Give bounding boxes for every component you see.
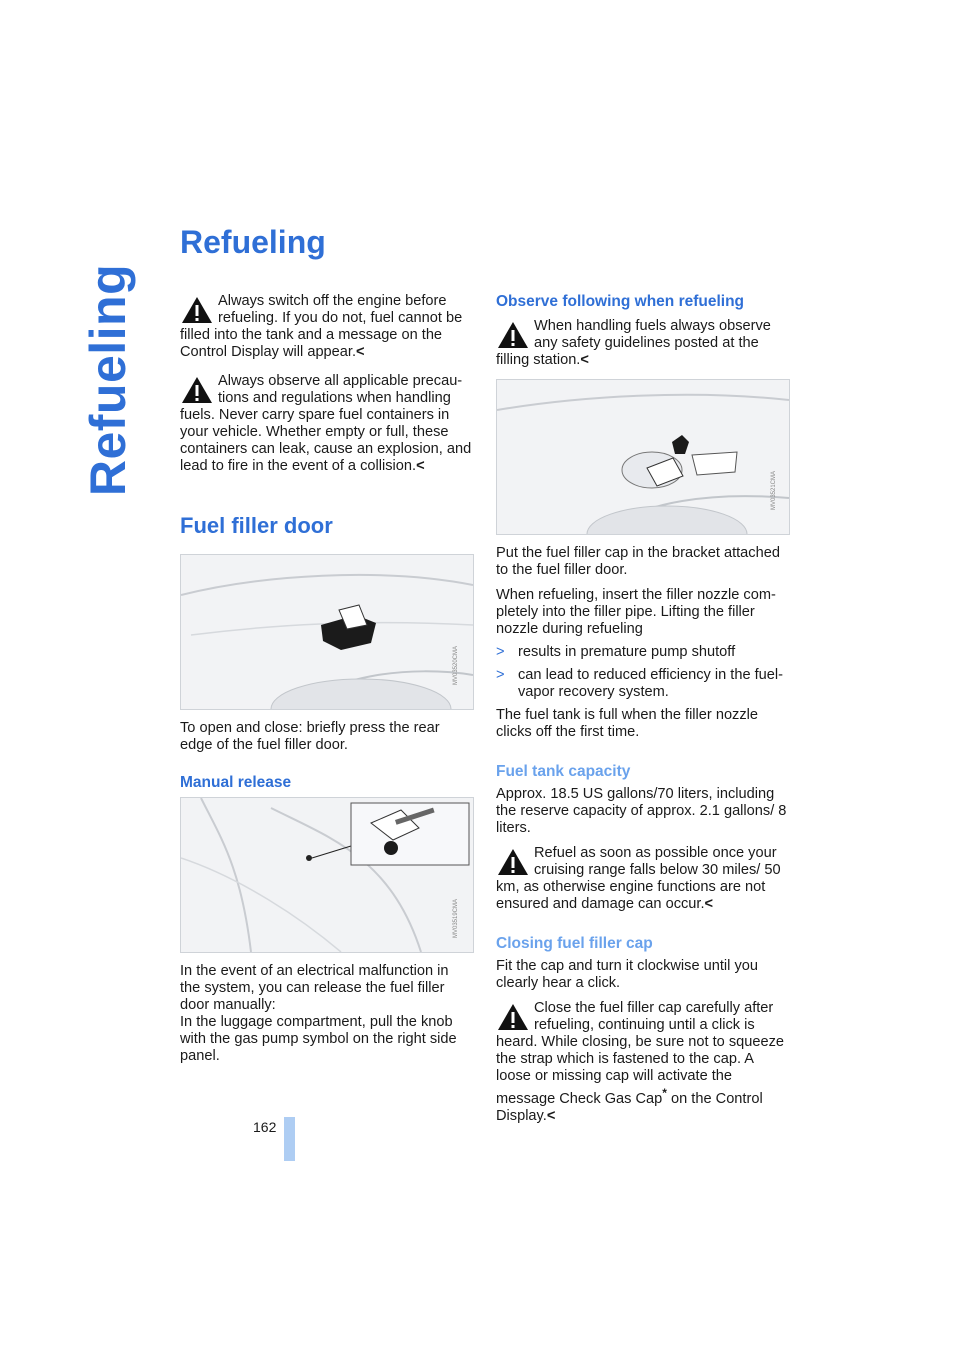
end-mark: < bbox=[416, 458, 425, 474]
subheading-fuel-tank-capacity: Fuel tank capacity bbox=[496, 763, 631, 780]
manual-release-text: In the event of an electrical malfunction in the system, you can release the fuel filler door manually: bbox=[180, 963, 449, 1013]
figure-code: MV03520CMA bbox=[453, 645, 459, 685]
list-item-text: results in premature pump shutoff bbox=[518, 644, 736, 660]
end-mark: < bbox=[580, 352, 589, 368]
cap-bracket-text: Put the fuel filler cap in the bracket attached to the fuel filler door. bbox=[496, 545, 780, 578]
warning-text: Refuel as soon as possible once your cruising range falls below 30 miles/ 50 km, as otherwise engine functions are not ensured and damage can occur. bbox=[496, 845, 781, 912]
warning-triangle-icon bbox=[496, 847, 530, 877]
bullet-mark: > bbox=[496, 644, 505, 660]
end-mark: < bbox=[546, 1107, 556, 1124]
warning-triangle-icon bbox=[496, 1002, 530, 1032]
subheading-manual-release: Manual release bbox=[180, 774, 292, 791]
page-number: 162 bbox=[253, 1119, 277, 1135]
tank-full-text: The fuel tank is full when the filler nozzle clicks off the first time. bbox=[496, 707, 759, 740]
nozzle-text: When refueling, insert the filler nozzle com-pletely into the filler pipe. Lifting the filler nozzle during refueling bbox=[496, 587, 776, 637]
manual-release-text-2: In the luggage compartment, pull the knob with the gas pump symbol on the right side panel. bbox=[180, 1014, 457, 1064]
subheading-observe-refueling: Observe following when refueling bbox=[496, 293, 745, 310]
warning-triangle-icon bbox=[180, 375, 214, 405]
closing-text: Fit the cap and turn it clockwise until you clearly hear a click. bbox=[496, 958, 759, 991]
subheading-closing-fuel-filler-cap: Closing fuel filler cap bbox=[496, 935, 653, 952]
warning-text: Close the fuel filler cap carefully after refueling, continuing until a click is heard. While closing, be sure not to squeeze the strap which is fastened to the cap. A loose or missing cap will activate the message Check Gas Cap bbox=[496, 1000, 784, 1107]
warning-text: Always observe all applicable precau-tions and regulations when handling fuels. Never carry spare fuel containers in your vehicle. Whether empty or full, these containers can leak, cause an explosion, and lead to fire in the event of a collision. bbox=[180, 373, 472, 474]
car-rear-door-drawing bbox=[181, 555, 473, 709]
warning-text-end: on the Control Display. bbox=[496, 1090, 763, 1124]
filler-cap-bracket-illustration bbox=[496, 379, 790, 535]
page-edge-bar bbox=[284, 1117, 295, 1161]
list-item-text: can lead to reduced efficiency in the fuel-vapor recovery system. bbox=[518, 667, 784, 700]
optional-equipment-star: * bbox=[662, 1086, 667, 1100]
list-item bbox=[496, 667, 788, 701]
section-heading-fuel-filler-door: Fuel filler door bbox=[180, 513, 333, 538]
warning-note bbox=[496, 1000, 788, 1125]
warning-note bbox=[180, 293, 472, 361]
figure-code: MV03519CMA bbox=[453, 898, 459, 938]
bullet-mark: > bbox=[496, 667, 505, 683]
right-column bbox=[496, 293, 788, 1133]
manual-release-illustration bbox=[180, 797, 474, 953]
end-mark: < bbox=[704, 896, 714, 912]
end-mark: < bbox=[356, 344, 365, 360]
warning-triangle-icon bbox=[496, 320, 530, 350]
warning-note bbox=[496, 845, 788, 913]
warning-text: Always switch off the engine before refueling. If you do not, fuel cannot be filled into the tank and a message on the Control Display will appear. bbox=[180, 293, 463, 360]
filler-cap-drawing bbox=[497, 380, 789, 534]
figure-code: MV03521CMA bbox=[771, 470, 777, 510]
warning-note bbox=[180, 373, 472, 475]
left-column bbox=[180, 293, 472, 1073]
warning-text: When handling fuels always observe any safety guidelines posted at the filling station. bbox=[496, 318, 771, 368]
door-instructions: To open and close: briefly press the rear edge of the fuel filler door. bbox=[180, 720, 440, 753]
side-section-title: Refueling bbox=[80, 263, 136, 497]
fuel-filler-door-illustration bbox=[180, 554, 474, 710]
warning-triangle-icon bbox=[180, 295, 214, 325]
page-title: Refueling bbox=[180, 224, 326, 260]
warning-note bbox=[496, 318, 788, 369]
luggage-compartment-drawing bbox=[181, 798, 473, 952]
capacity-text: Approx. 18.5 US gallons/70 liters, including the reserve capacity of approx. 2.1 gallons/ 8 liters. bbox=[496, 786, 787, 836]
list-item bbox=[496, 644, 788, 661]
